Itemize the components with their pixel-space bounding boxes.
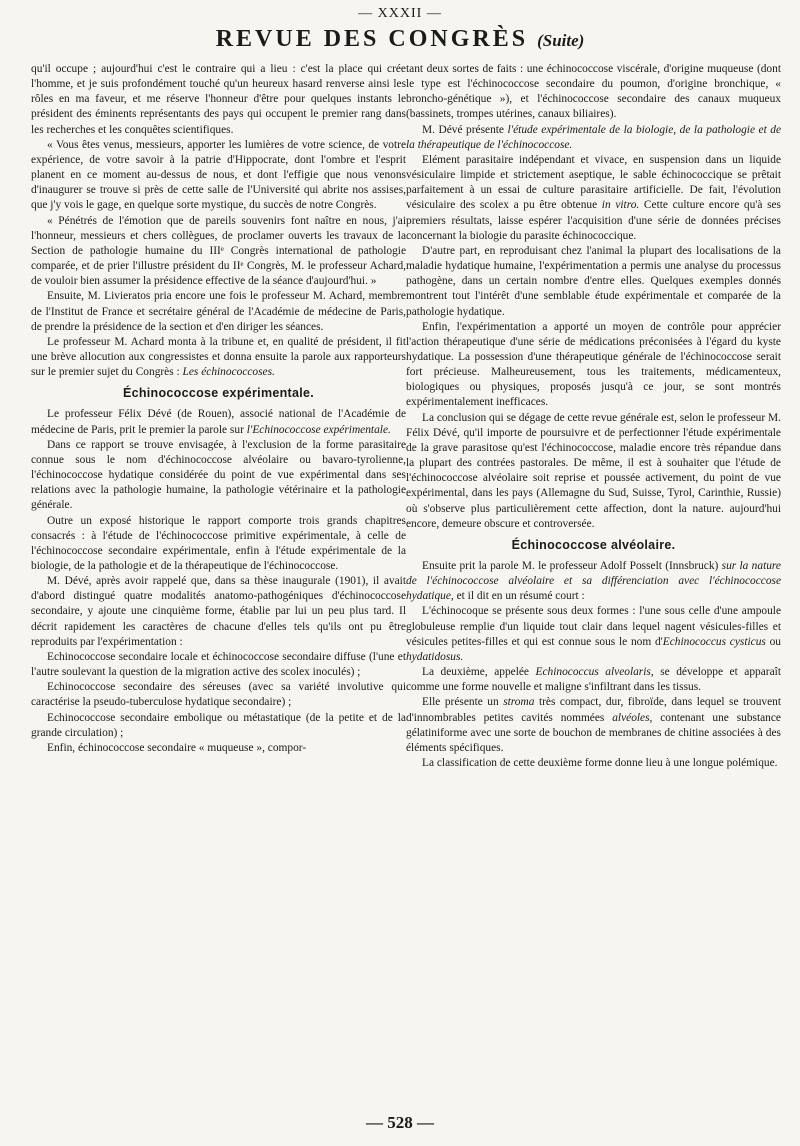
list-paragraph: Echinococcose secondaire embolique ou métastatique (de la petite et de la grande circulation) ; bbox=[31, 711, 406, 739]
italic-run: Les échinococcoses. bbox=[182, 366, 275, 379]
text-run: Le professeur Félix Dévé (de Rouen), associé national de l'Académie de médecine de Paris, prit le premier la parole sur bbox=[31, 408, 406, 436]
italic-run: l'étude expérimentale de la biologie, de la pathologie et de la thérapeutique de l'échinococcose. bbox=[406, 123, 781, 151]
section-heading: Échinococcose expérimentale. bbox=[122, 386, 315, 401]
text-run: très compact, dur, fibroïde, dans lequel se trouvent d'innombrables petites cavités nommées bbox=[406, 696, 781, 724]
right-column bbox=[406, 62, 781, 771]
paragraph: Dans ce rapport se trouve envisagée, à l'exclusion de la forme parasitaire connue sous le nom d'échinococcose alvéolaire ou bavaro-tyrolienne, l'échinococcose hydatique considérée du point de vue expérimental dans ses relations avec la pathologie humaine, la pathologie vétérinaire et la pathologie générale. bbox=[31, 438, 406, 512]
list-paragraph: Echinococcose secondaire des séreuses (avec sa variété involutive qui caractérise la pseudo-tuberculose hydatique secondaire) ; bbox=[31, 681, 406, 709]
paragraph: Outre un exposé historique le rapport comporte trois grands chapitres consacrés : à l'étude de l'échinococcose primitive expérimentale, à celle de l'échinococcose secondaire expérimentale, enfin à l'étude expérimentale de la biologie, de la pathologie et de la thérapeutique de l'échinococcose. bbox=[31, 514, 406, 572]
left-column bbox=[31, 62, 406, 756]
paragraph bbox=[406, 604, 781, 665]
paragraph: La conclusion qui se dégage de cette revue générale est, selon le professeur M. Félix Dévé, qu'il importe de poursuivre et de perfectionner l'étude expérimentale de la grave parasitose qu'est l'échinococcose, maladie encore très répandue dans la plupart des contrées pastorales. De même, il est à souhaiter que l'étude de l'échinococcose alvéolaire soit reprise et poussée activement, du point de vue expérimental, dans les pays (Allemagne du Sud, Suisse, Tyrol, Carinthie, Russie) où s'observe plus particulièrement cette affection, dont la nature. aujourd'hui encore, demeure obscure et controversée. bbox=[406, 411, 781, 530]
page-title bbox=[0, 26, 800, 53]
text-run: Le professeur M. Achard monta à la tribune et, en qualité de président, il fit une brève allocution aux congressistes et donna ensuite la parole aux rapporteurs sur le premier sujet du Congrès : bbox=[31, 335, 406, 379]
text-run: La deuxième, appelée bbox=[422, 666, 536, 679]
list-paragraph: Echinococcose secondaire locale et échinococcose secondaire diffuse (l'une et l'autre soulevant la question de la migration active des scolex inoculés) ; bbox=[31, 650, 406, 679]
paragraph: « Pénétrés de l'émotion que de pareils souvenirs font naître en nous, j'ai l'honneur, messieurs et chers collègues, de proclamer ouverts les travaux de la Section de pathologie humaine du IIIᵉ Congrès international de pathologie comparée, et de prier l'illustre président du IIᵉ Congrès, M. le professeur Achard, de vouloir bien assumer la présidence effective de la séance d'aujourd'hui. » bbox=[31, 214, 406, 288]
text-run: Elément parasitaire indépendant et vivace, en suspension dans un liquide vésiculaire limpide et strictement aseptique, le sable échinococcique se prêtait parfaitement à un essai de culture parasitaire artificielle. De fait, l'évolution vésiculaire des scolex a pu être obtenue bbox=[406, 153, 781, 212]
text-run: Elle présente un bbox=[422, 696, 504, 709]
page-number: — 528 — bbox=[366, 1113, 434, 1132]
paragraph bbox=[406, 665, 781, 695]
italic-run: l'Echinococcose expérimentale. bbox=[246, 423, 391, 436]
italic-run: in vitro. bbox=[601, 199, 640, 212]
paragraph bbox=[31, 335, 406, 380]
paragraph: tant deux sortes de faits : une échinococcose viscérale, d'origine muqueuse (dont le type est l'échinococcose secondaire du poumon, d'origine bronchique, « broncho-génétique »), et l'échinococcose secondaire des canaux muqueux (bassinets, trompes utérines, canaux biliaires). bbox=[406, 63, 781, 121]
italic-run: alvéoles, bbox=[612, 711, 653, 724]
paragraph bbox=[406, 123, 781, 153]
text-run: contenant une substance gélatiniforme avec une sorte de bouchon de membranes de chitine associées à des éléments spécifiques. bbox=[406, 711, 781, 754]
paragraph: Ensuite, M. Livieratos pria encore une fois le professeur M. Achard, membre de l'Institut de France et secrétaire général de l'Académie de médecine de Paris, de prendre la présidence de la section et d'en diriger les séances. bbox=[31, 290, 406, 333]
text-run: ou bbox=[765, 635, 781, 648]
text-run: et il dit en un résumé court : bbox=[453, 590, 585, 603]
paragraph bbox=[406, 153, 781, 244]
paragraph: La classification de cette deuxième forme donne lieu à une longue polémique. bbox=[422, 757, 778, 770]
list-paragraph: Enfin, échinococcose secondaire « muqueuse », compor- bbox=[47, 741, 307, 754]
paragraph bbox=[31, 407, 406, 437]
paragraph: qu'il occupe ; aujourd'hui c'est le contraire qui a lieu : c'est la place qui crée l'homme, et je suis profondément touché qu'un heureux hasard renverse ainsi les rôles en ma faveur, et me réserve l'honneur d'être pour quelques instants le président des éminents représentants des pays qui occupent le premier rang dans les recherches et les conquêtes scientifiques. bbox=[31, 63, 406, 136]
paragraph: Enfin, l'expérimentation a apporté un moyen de contrôle pour apprécier l'action thérapeutique d'une série de médications préconisées à l'égard du kyste hydatique. La possession d'une thérapeutique générale de l'échinococcose serait fort précieuse. Malheureusement, tous les traitements, médicamenteux, biologiques ou physiques, proposés jusqu'à ce jour, se sont montrés expérimentalement inefficaces. bbox=[406, 320, 781, 409]
section-heading: Échinococcose alvéolaire. bbox=[511, 537, 676, 552]
roman-folio: — XXXII — bbox=[358, 6, 442, 21]
paragraph: M. Dévé, après avoir rappelé que, dans sa thèse inaugurale (1901), il avait d'abord distingué quatre modalités anatomo-pathogéniques d'échinococcose secondaire, y ajoute une cinquième forme, établie par lui un peu plus tard. Il décrit rapidement les caractères de chacune d'elles tels qu'ils ont pu être reproduits par l'expérimentation : bbox=[31, 575, 406, 648]
text-run: Ensuite prit la parole M. le professeur Adolf Posselt (Innsbruck) bbox=[422, 560, 722, 572]
paragraph: « Vous êtes venus, messieurs, apporter les lumières de votre science, de votre expérience, de votre savoir à la patrie d'Hippocrate, dont l'ombre et l'esprit planent en ce moment au-dessus de nous, et dont l'effigie que nous venons d'inaugurer se trouve si près de cette salle de l'Université qui abrite nos assises, que j'y vois le gage, en quelque sorte mystique, du succès de notre Congrès. bbox=[31, 138, 406, 212]
paragraph: D'autre part, en reproduisant chez l'animal la plupart des localisations de la maladie hydatique humaine, l'expérimentation a permis une analyse du processus pathogène, dans un certain nombre d'entre elles. Quelques exemples donnés montrent tout l'intérêt d'une semblable étude expérimentale et comparée de la pathologie hydatique. bbox=[406, 244, 781, 318]
italic-run: sur la nature de l'échinococcose alvéolaire et sa différenciation avec l'échinococcose hydatique, bbox=[406, 560, 781, 603]
italic-run: hydatidosus. bbox=[406, 650, 464, 663]
paragraph bbox=[406, 695, 781, 756]
text-run: Cette culture encore qu'à ses premiers résultats, laisse espérer l'acquisition d'une série de données précises concernant la biologie du parasite échinococcique. bbox=[406, 199, 781, 242]
paragraph bbox=[406, 559, 781, 604]
title-suite: (Suite) bbox=[537, 31, 585, 50]
text-run: M. Dévé présente bbox=[422, 123, 508, 136]
italic-run: stroma bbox=[503, 696, 535, 709]
italic-run: Echinococcus cysticus bbox=[662, 635, 766, 648]
text-run: L'échinocoque se présente sous deux formes : l'une sous celle d'une ampoule globuleuse remplie d'un liquide tout clair dans lequel nagent vésicules-filles et vésicules petites-filles et qui est connue sous le nom d' bbox=[406, 605, 781, 648]
title-text: REVUE DES CONGRÈS bbox=[215, 26, 529, 52]
text-run: se développe et apparaît comme une forme nouvelle et maligne s'infiltrant dans les tissus. bbox=[406, 666, 781, 694]
italic-run: Echinococcus alveolaris, bbox=[535, 666, 654, 679]
